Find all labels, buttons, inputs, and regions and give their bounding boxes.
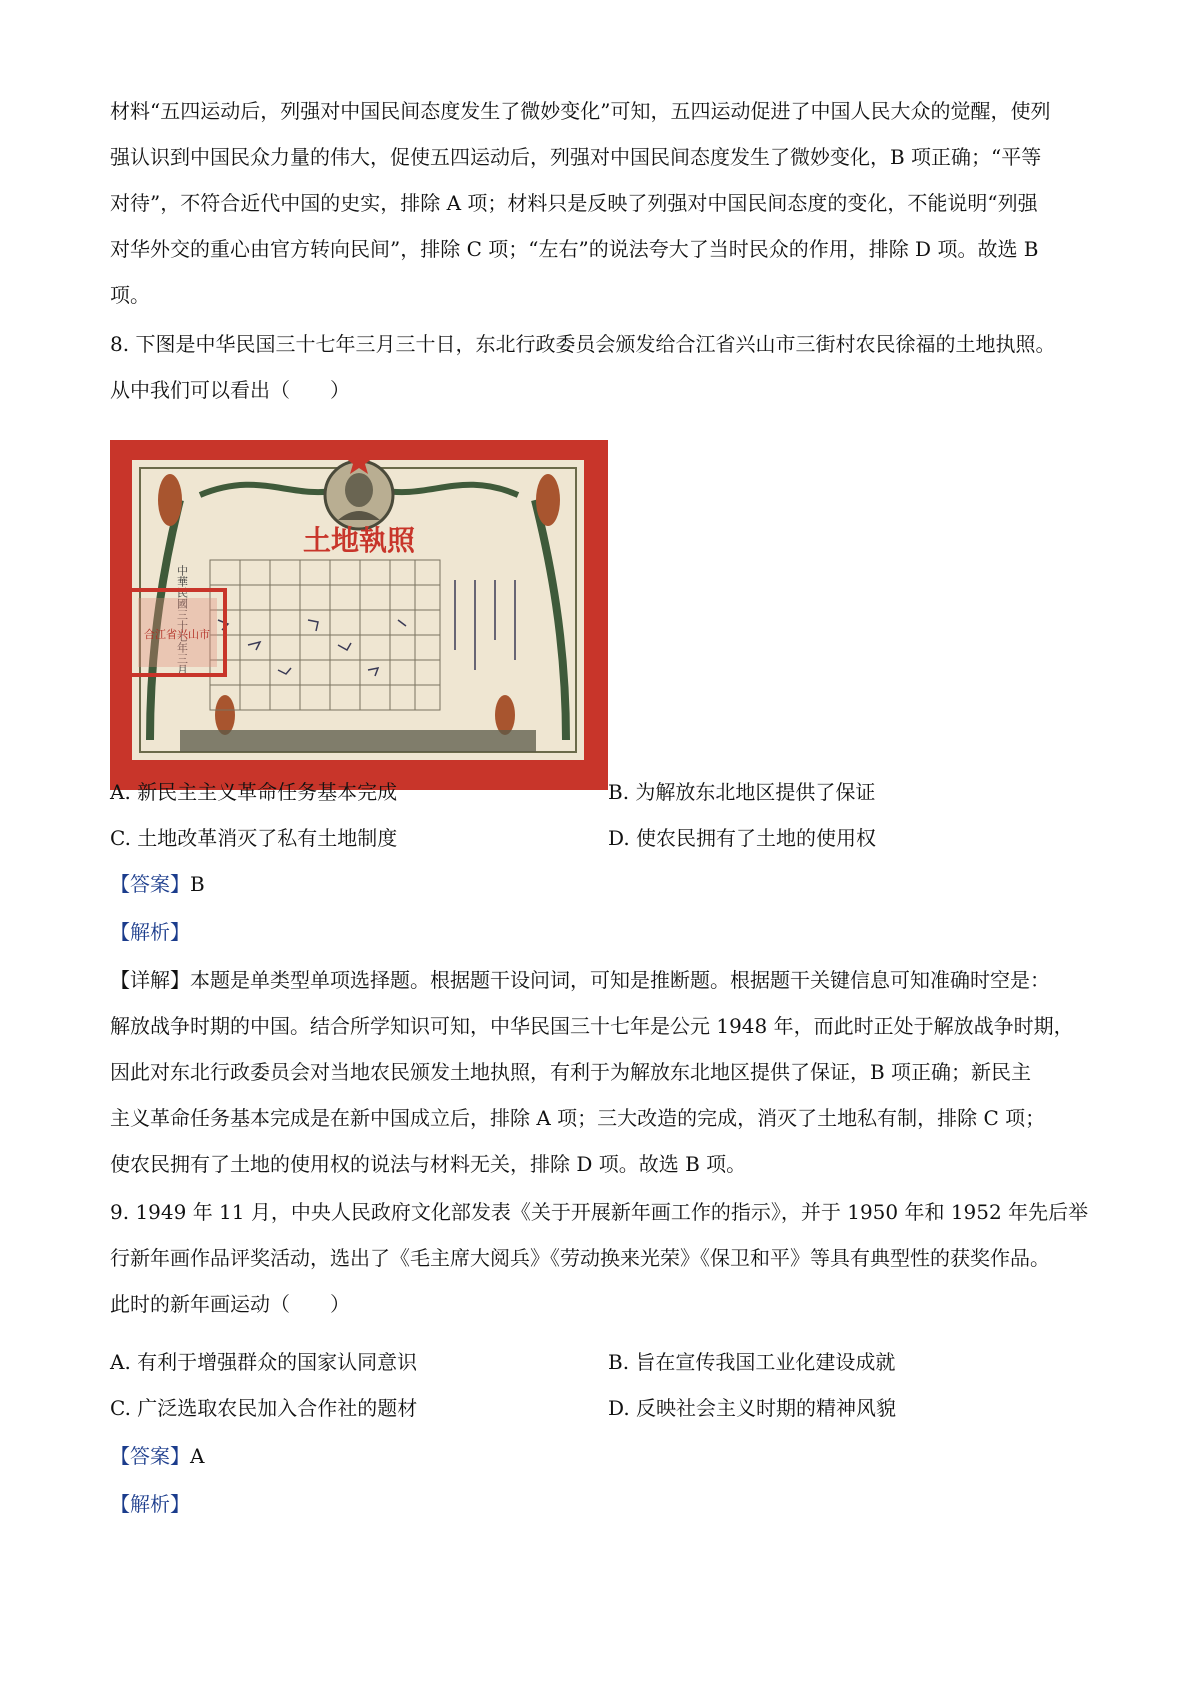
text-line: 强认识到中国民众力量的伟大，促使五四运动后，列强对中国民间态度发生了微妙变化，B 项正确；“平等	[110, 145, 1042, 169]
detail-line: 主义革命任务基本完成是在新中国成立后，排除 A 项；三大改造的完成，消灭了土地私有制，排除 C 项；	[110, 1106, 1046, 1130]
option-d: D. 反映社会主义时期的精神风貌	[608, 1396, 897, 1420]
answer-value: A	[190, 1444, 205, 1468]
question-stem: 从中我们可以看出（ ）	[110, 378, 350, 402]
option-b: B. 为解放东北地区提供了保证	[608, 780, 876, 804]
option-a: A. 新民主主义革命任务基本完成	[110, 780, 398, 804]
question-stem: 此时的新年画运动（ ）	[110, 1292, 350, 1316]
answer-label: 【答案】	[110, 1444, 190, 1468]
text-line: 材料“五四运动后，列强对中国民间态度发生了微妙变化”可知，五四运动促进了中国人民大众的觉醒，使列	[110, 99, 1051, 123]
certificate-date-text: 中華民國三十七年三月	[175, 565, 189, 675]
answer-line	[110, 1440, 204, 1469]
question-stem: 9. 1949 年 11 月，中央人民政府文化部发表《关于开展新年画工作的指示》，并于 1950 年和 1952 年先后举	[110, 1200, 1089, 1224]
seal-stamp-text: 合江省兴山市	[144, 628, 210, 641]
option-c: C. 土地改革消灭了私有土地制度	[110, 826, 398, 850]
detail-line: 因此对东北行政委员会对当地农民颁发土地执照，有利于为解放东北地区提供了保证，B 项正确；新民主	[110, 1060, 1032, 1084]
option-c: C. 广泛选取农民加入合作社的题材	[110, 1396, 418, 1420]
answer-label: 【答案】	[110, 872, 190, 896]
text-line: 项。	[110, 283, 150, 307]
certificate-title: 土地執照	[302, 524, 416, 557]
analysis-label: 【解析】	[110, 1492, 190, 1516]
question-stem: 行新年画作品评奖活动，选出了《毛主席大阅兵》《劳动换来光荣》《保卫和平》等具有典型性的获奖作品。	[110, 1246, 1050, 1270]
detail-line: 解放战争时期的中国。结合所学知识可知，中华民国三十七年是公元 1948 年，而此时正处于解放战争时期，	[110, 1014, 1074, 1038]
analysis-label: 【解析】	[110, 920, 190, 944]
detail-line: 【详解】本题是单类型单项选择题。根据题干设问词，可知是推断题。根据题干关键信息可知准确时空是：	[110, 968, 1050, 992]
text-line: 对待”，不符合近代中国的史实，排除 A 项；材料只是反映了列强对中国民间态度的变化，不能说明“列强	[110, 191, 1038, 215]
option-d: D. 使农民拥有了土地的使用权	[608, 826, 877, 850]
answer-value: B	[190, 872, 205, 896]
land-certificate-photo	[110, 440, 608, 790]
option-a: A. 有利于增强群众的国家认同意识	[110, 1350, 418, 1374]
option-b: B. 旨在宣传我国工业化建设成就	[608, 1350, 896, 1374]
text-line: 对华外交的重心由官方转向民间”，排除 C 项；“左右”的说法夸大了当时民众的作用，排除 D 项。故选 B	[110, 237, 1039, 261]
detail-line: 使农民拥有了土地的使用权的说法与材料无关，排除 D 项。故选 B 项。	[110, 1152, 747, 1176]
question-stem: 8. 下图是中华民国三十七年三月三十日，东北行政委员会颁发给合江省兴山市三街村农民徐福的土地执照。	[110, 332, 1056, 356]
answer-line	[110, 868, 205, 897]
